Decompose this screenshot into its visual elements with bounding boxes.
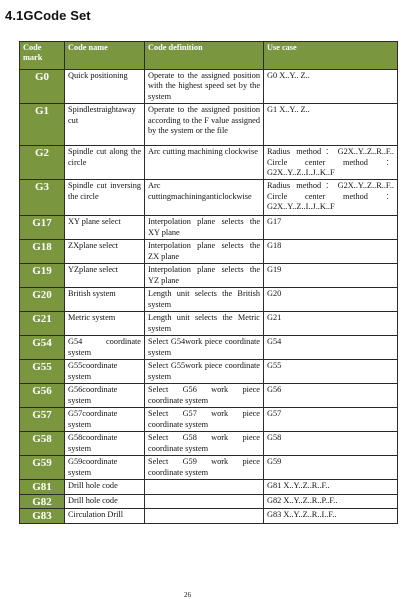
table-row [20, 312, 398, 336]
table-row [20, 384, 398, 408]
use-case-cell: Radius method：G2X..Y..Z..R..F.. Circle center method ： G2X..Y..Z..I..J..K..F [264, 180, 398, 216]
code-mark-cell: G81 [20, 480, 65, 494]
use-case-cell: G56 [264, 384, 398, 408]
code-mark-cell: G21 [20, 312, 65, 336]
header-code-definition: Code definition [145, 42, 264, 70]
section-heading: 4.1GCode Set [5, 8, 91, 23]
code-mark-cell: G18 [20, 240, 65, 264]
table-row [20, 360, 398, 384]
code-name-cell: Spindle cut along the circle [65, 146, 145, 180]
code-definition-cell [145, 494, 264, 508]
table-row [20, 494, 398, 508]
code-definition-cell: Length unit selects the Metric system [145, 312, 264, 336]
use-case-cell: G59 [264, 456, 398, 480]
use-case-cell: Radius method：G2X..Y..Z..R..F.. Circle center method ： G2X..Y..Z..I..J..K..F [264, 146, 398, 180]
gcode-table [19, 41, 398, 524]
use-case-cell: G0 X..Y.. Z.. [264, 70, 398, 104]
code-name-cell: G55coordinate system [65, 360, 145, 384]
header-use-case: Use case [264, 42, 398, 70]
code-mark-cell: G56 [20, 384, 65, 408]
code-definition-cell [145, 509, 264, 523]
code-definition-cell: Select G56 work piece coordinate system [145, 384, 264, 408]
use-case-cell: G58 [264, 432, 398, 456]
use-case-cell: G19 [264, 264, 398, 288]
table-row [20, 408, 398, 432]
code-mark-cell: G0 [20, 70, 65, 104]
code-mark-cell: G55 [20, 360, 65, 384]
code-name-cell: Circulation Drill [65, 509, 145, 523]
code-mark-cell: G57 [20, 408, 65, 432]
code-name-cell: Quick positioning [65, 70, 145, 104]
code-definition-cell: Interpolation plane selects the YZ plane [145, 264, 264, 288]
use-case-cell: G20 [264, 288, 398, 312]
code-mark-cell: G54 [20, 336, 65, 360]
code-name-cell: Spindle cut inversing the circle [65, 180, 145, 216]
code-name-cell: YZplane select [65, 264, 145, 288]
code-mark-cell: G59 [20, 456, 65, 480]
table-row [20, 288, 398, 312]
code-definition-cell: Select G58 work piece coordinate system [145, 432, 264, 456]
use-case-cell: G57 [264, 408, 398, 432]
code-name-cell: Spindlestraightaway cut [65, 104, 145, 146]
table-row [20, 216, 398, 240]
code-mark-cell: G3 [20, 180, 65, 216]
table-row [20, 480, 398, 494]
code-name-cell: XY plane select [65, 216, 145, 240]
code-definition-cell: Interpolation plane selects the ZX plane [145, 240, 264, 264]
code-mark-cell: G83 [20, 509, 65, 523]
use-case-cell: G21 [264, 312, 398, 336]
code-definition-cell [145, 480, 264, 494]
code-name-cell: Drill hole code [65, 480, 145, 494]
code-definition-cell: Arc cutting machining clockwise [145, 146, 264, 180]
table-row [20, 70, 398, 104]
code-mark-cell: G2 [20, 146, 65, 180]
code-definition-cell: Length unit selects the British system [145, 288, 264, 312]
code-definition-cell: Arc cuttingmachininganticlockwise [145, 180, 264, 216]
code-name-cell: G58coordinate system [65, 432, 145, 456]
use-case-cell: G1 X..Y.. Z.. [264, 104, 398, 146]
table-row [20, 336, 398, 360]
header-code-mark: Code mark [20, 42, 65, 70]
table-row [20, 146, 398, 180]
table-header-row [20, 42, 398, 70]
code-mark-cell: G20 [20, 288, 65, 312]
code-definition-cell: Interpolation plane selects the XY plane [145, 216, 264, 240]
code-definition-cell: Operate to the assigned position according to the F value assigned by the system or the file [145, 104, 264, 146]
code-name-cell: Metric system [65, 312, 145, 336]
use-case-cell: G18 [264, 240, 398, 264]
code-definition-cell: Select G57 work piece coordinate system [145, 408, 264, 432]
code-mark-cell: G82 [20, 494, 65, 508]
code-name-cell: G59coordinate system [65, 456, 145, 480]
header-code-name: Code name [65, 42, 145, 70]
table-row [20, 509, 398, 523]
use-case-cell: G55 [264, 360, 398, 384]
code-definition-cell: Operate to the assigned position with the highest speed set by the system [145, 70, 264, 104]
table-row [20, 180, 398, 216]
code-name-cell: Drill hole code [65, 494, 145, 508]
code-name-cell: G56coordinate system [65, 384, 145, 408]
code-mark-cell: G1 [20, 104, 65, 146]
use-case-cell: G81 X..Y..Z..R..F.. [264, 480, 398, 494]
use-case-cell: G83 X..Y..Z..R..I..F.. [264, 509, 398, 523]
code-definition-cell: Select G54work piece coordinate system [145, 336, 264, 360]
page-number: 26 [184, 591, 191, 599]
table-row [20, 456, 398, 480]
table-row [20, 240, 398, 264]
use-case-cell: G54 [264, 336, 398, 360]
use-case-cell: G82 X..Y..Z..R..P..F.. [264, 494, 398, 508]
use-case-cell: G17 [264, 216, 398, 240]
code-mark-cell: G19 [20, 264, 65, 288]
table-row [20, 432, 398, 456]
code-mark-cell: G17 [20, 216, 65, 240]
code-definition-cell: Select G59 work piece coordinate system [145, 456, 264, 480]
code-name-cell: ZXplane select [65, 240, 145, 264]
code-name-cell: G57coordinate system [65, 408, 145, 432]
code-name-cell: G54 coordinate system [65, 336, 145, 360]
table-row [20, 264, 398, 288]
code-name-cell: British system [65, 288, 145, 312]
code-mark-cell: G58 [20, 432, 65, 456]
table-row [20, 104, 398, 146]
code-definition-cell: Select G55work piece coordinate system [145, 360, 264, 384]
